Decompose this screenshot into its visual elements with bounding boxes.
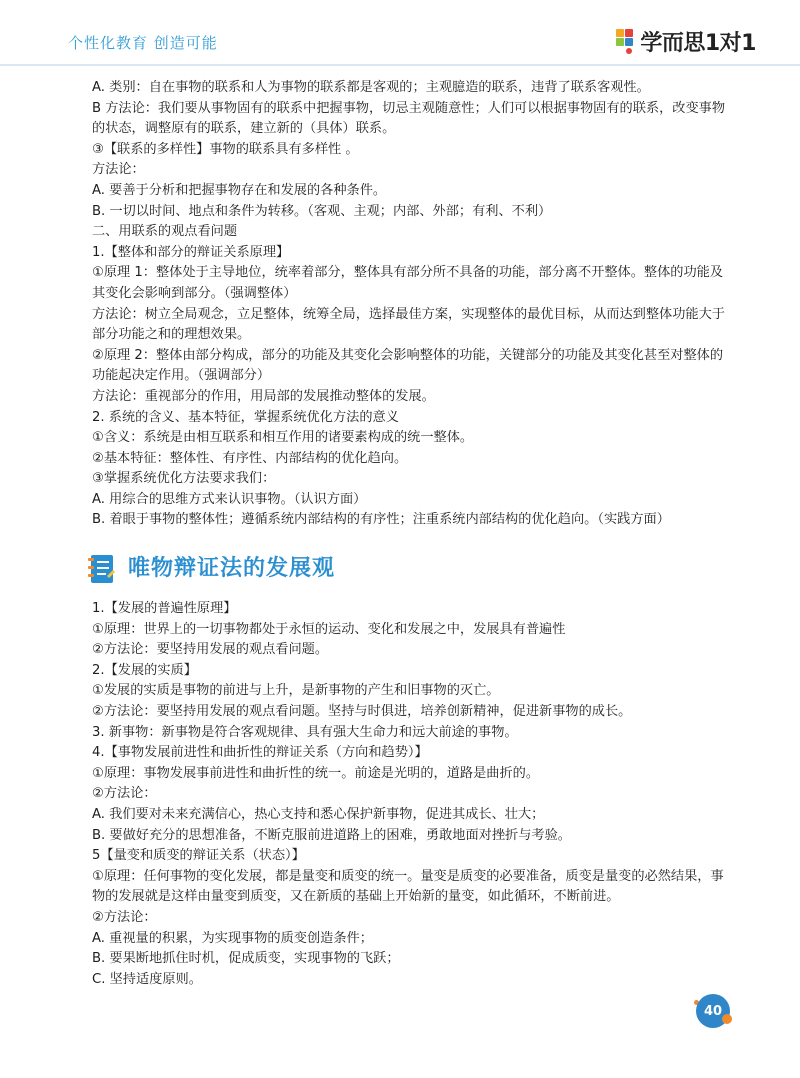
development-view-block (92, 599, 732, 990)
text-line: 方法论：树立全局观念，立足整体，统筹全局，选择最佳方案，实现整体的最优目标，从而达到整体功能大于部分功能之和的理想效果。 (92, 306, 725, 343)
text-line: A. 类别：自在事物的联系和人为事物的联系都是客观的；主观臆造的联系，违背了联系客观性。 (92, 80, 650, 95)
text-line: ②方法论： (92, 786, 157, 802)
page-number: 40 (696, 994, 730, 1028)
decor-dot (722, 1014, 732, 1024)
text-line: ①发展的实质是事物的前进与上升，是新事物的产生和旧事物的灭亡。 (92, 683, 500, 699)
text-line: ③【联系的多样性】事物的联系具有多样性 。 (92, 141, 359, 157)
text-line: 方法论：重视部分的作用，用局部的发展推动整体的发展。 (92, 388, 435, 404)
document-body (92, 78, 732, 990)
text-line: C. 坚持适度原则。 (92, 971, 202, 987)
text-line: ②方法论：要坚持用发展的观点看问题。坚持与时俱进，培养创新精神，促进新事物的成长。 (92, 704, 632, 720)
text-line: ①原理 1：整体处于主导地位，统率着部分，整体具有部分所不具备的功能，部分离不开整体。整体的功能及其变化会影响到部分。（强调整体） (92, 265, 724, 301)
brand-name: 学而思1对1 (640, 30, 756, 56)
text-line: ②方法论： (92, 909, 157, 925)
text-line: ①原理：事物发展事前进性和曲折性的统一。前途是光明的，道路是曲折的。 (92, 765, 540, 781)
brand-logo (614, 26, 756, 56)
brand-logo-icon (614, 27, 636, 55)
header-slogan: 个性化教育 创造可能 (68, 34, 218, 52)
text-line: ②方法论：要坚持用发展的观点看问题。 (92, 642, 329, 658)
text-line: 方法论： (92, 162, 145, 178)
text-line: 1.【发展的普遍性原理】 (92, 601, 237, 617)
page-number-badge (694, 994, 740, 1034)
text-line: ①原理：任何事物的变化发展，都是量变和质变的统一。量变是质变的必要准备，质变是量变的必然结果，事物的发展就是这样由量变到质变，又在新质的基础上开始新的量变，如此循环，不断前进。 (92, 868, 724, 905)
text-line: ②原理 2：整体由部分构成，部分的功能及其变化会影响整体的功能，关键部分的功能及其变化甚至对整体的功能起决定作用。（强调部分） (92, 347, 724, 384)
header-divider (0, 64, 800, 66)
connection-principles-block (92, 78, 732, 531)
text-line: B. 要果断地抓住时机，促成质变，实现事物的飞跃； (92, 951, 400, 967)
text-line: ③掌握系统优化方法要求我们： (92, 471, 276, 487)
notebook-icon (86, 552, 116, 586)
text-line: 1.【整体和部分的辩证关系原理】 (92, 244, 290, 260)
text-line: A. 用综合的思维方式来认识事物。（认识方面） (92, 491, 367, 507)
text-line: B 方法论：我们要从事物固有的联系中把握事物，切忌主观随意性；人们可以根据事物固有的联系，改变事物的状态，调整原有的联系，建立新的（具体）联系。 (92, 100, 726, 137)
text-line: B. 着眼于事物的整体性；遵循系统内部结构的有序性；注重系统内部结构的优化趋向。（实践方面） (92, 512, 670, 528)
text-line: 2. 系统的含义、基本特征，掌握系统优化方法的意义 (92, 409, 399, 425)
page-header (0, 0, 800, 66)
text-line: ②基本特征：整体性、有序性、内部结构的优化趋向。 (92, 450, 408, 466)
text-line: ①含义：系统是由相互联系和相互作用的诸要素构成的统一整体。 (92, 430, 474, 446)
text-line: 二、用联系的观点看问题 (92, 224, 238, 240)
text-line: A. 重视量的积累，为实现事物的质变创造条件； (92, 930, 373, 946)
text-line: 4.【事物发展前进性和曲折性的辩证关系（方向和趋势）】 (92, 745, 428, 761)
text-line: 2.【发展的实质】 (92, 662, 197, 678)
text-line: B. 要做好充分的思想准备，不断克服前进道路上的困难，勇敢地面对挫折与考验。 (92, 827, 571, 843)
section-heading (86, 549, 732, 589)
section-title: 唯物辩证法的发展观 (128, 555, 336, 581)
text-line: B. 一切以时间、地点和条件为转移。（客观、主观；内部、外部；有利、不利） (92, 203, 552, 219)
text-line: 3. 新事物：新事物是符合客观规律、具有强大生命力和远大前途的事物。 (92, 724, 518, 740)
text-line: A. 我们要对未来充满信心，热心支持和悉心保护新事物，促进其成长、壮大； (92, 807, 545, 822)
text-line: A. 要善于分析和把握事物存在和发展的各种条件。 (92, 182, 387, 198)
text-line: 5【量变和质变的辩证关系（状态）】 (92, 848, 305, 864)
text-line: ①原理：世界上的一切事物都处于永恒的运动、变化和发展之中，发展具有普遍性 (92, 621, 566, 637)
